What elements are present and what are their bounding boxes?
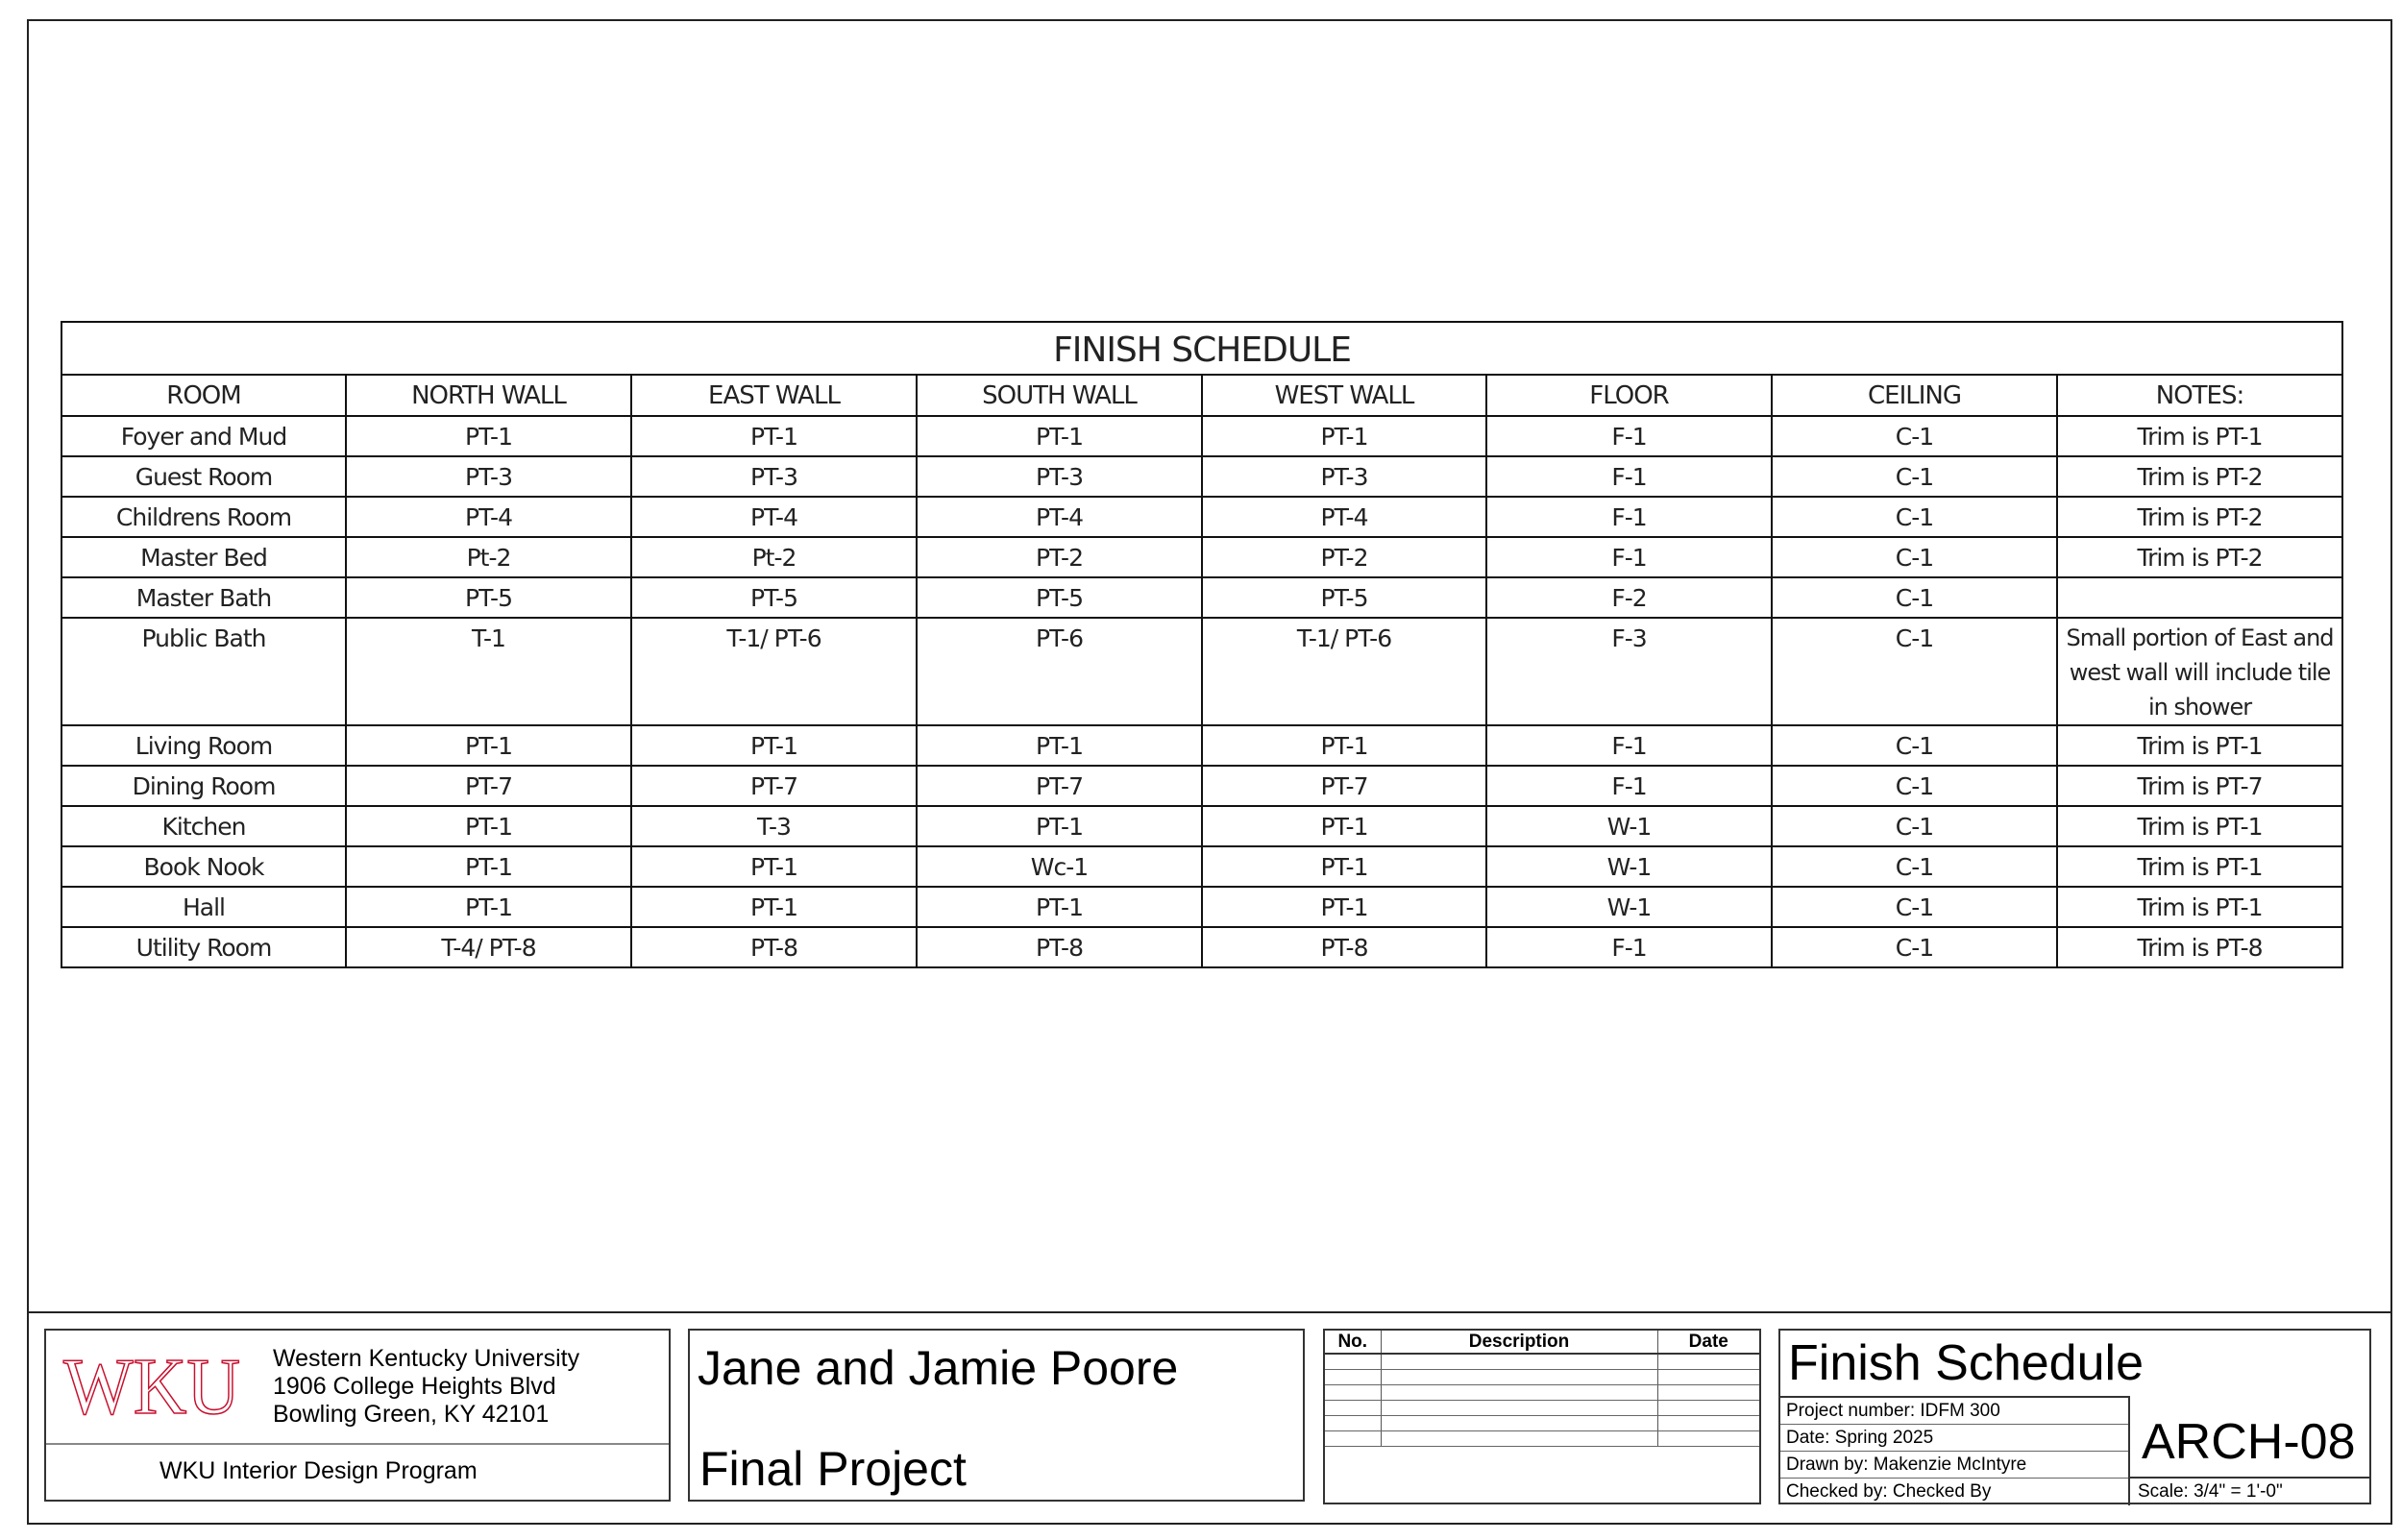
finish-cell: F-2: [1486, 577, 1772, 618]
revision-date-header: Date: [1657, 1331, 1759, 1354]
finish-cell: W-1: [1486, 846, 1772, 887]
room-cell: Book Nook: [61, 846, 346, 887]
room-cell: Public Bath: [61, 618, 346, 725]
client-block: [688, 1329, 1305, 1502]
finish-cell: C-1: [1772, 806, 2057, 846]
wku-logo-text: WKU: [63, 1352, 240, 1419]
notes-cell: Small portion of East and west wall will include tile in shower: [2057, 618, 2342, 725]
finish-cell: PT-1: [1202, 887, 1486, 927]
revision-row: [1325, 1430, 1759, 1446]
table-row: [61, 618, 2342, 725]
checked-by-row: [1780, 1479, 2128, 1505]
column-header: NORTH WALL: [346, 375, 631, 416]
finish-cell: C-1: [1772, 846, 2057, 887]
sheet-title: Finish Schedule: [1788, 1335, 2144, 1391]
finish-cell: PT-1: [1202, 806, 1486, 846]
revision-row: [1325, 1354, 1759, 1369]
notes-cell: Trim is PT-1: [2057, 887, 2342, 927]
finish-cell: F-1: [1486, 416, 1772, 456]
table-row: [61, 725, 2342, 766]
finish-cell: F-1: [1486, 537, 1772, 577]
revision-cell: [1657, 1430, 1759, 1446]
notes-cell: Trim is PT-2: [2057, 537, 2342, 577]
room-cell: Dining Room: [61, 766, 346, 806]
room-cell: Kitchen: [61, 806, 346, 846]
finish-cell: C-1: [1772, 887, 2057, 927]
finish-cell: PT-5: [1202, 577, 1486, 618]
column-header: WEST WALL: [1202, 375, 1486, 416]
finish-cell: PT-4: [1202, 497, 1486, 537]
university-address: [273, 1345, 579, 1429]
revision-cell: [1325, 1354, 1381, 1369]
table-row: [61, 497, 2342, 537]
schedule-header-row: [61, 375, 2342, 416]
finish-cell: PT-2: [1202, 537, 1486, 577]
university-city: Bowling Green, KY 42101: [273, 1401, 550, 1428]
table-row: [61, 927, 2342, 967]
finish-cell: F-1: [1486, 766, 1772, 806]
revision-row: [1325, 1384, 1759, 1400]
drawn-by: Drawn by: Makenzie McIntyre: [1780, 1452, 2128, 1479]
column-header: SOUTH WALL: [917, 375, 1202, 416]
finish-cell: F-3: [1486, 618, 1772, 725]
finish-cell: C-1: [1772, 766, 2057, 806]
table-row: [61, 416, 2342, 456]
revision-rows: [1325, 1354, 1759, 1446]
revision-row: [1325, 1369, 1759, 1384]
column-header: FLOOR: [1486, 375, 1772, 416]
finish-cell: PT-1: [917, 887, 1202, 927]
revision-description-header: Description: [1381, 1331, 1657, 1354]
table-row: [61, 887, 2342, 927]
finish-cell: PT-5: [346, 577, 631, 618]
room-cell: Utility Room: [61, 927, 346, 967]
notes-cell: Trim is PT-2: [2057, 497, 2342, 537]
finish-cell: PT-1: [346, 887, 631, 927]
column-header: NOTES:: [2057, 375, 2342, 416]
program-name: WKU Interior Design Program: [159, 1457, 478, 1484]
finish-cell: W-1: [1486, 887, 1772, 927]
finish-cell: PT-1: [346, 725, 631, 766]
finish-cell: PT-1: [917, 416, 1202, 456]
finish-cell: PT-3: [1202, 456, 1486, 497]
revision-cell: [1381, 1369, 1657, 1384]
column-header: EAST WALL: [631, 375, 917, 416]
room-cell: Master Bed: [61, 537, 346, 577]
table-row: [61, 806, 2342, 846]
revision-cell: [1325, 1415, 1381, 1430]
finish-cell: PT-3: [631, 456, 917, 497]
finish-cell: PT-1: [631, 887, 917, 927]
revision-cell: [1657, 1400, 1759, 1415]
finish-cell: PT-1: [631, 416, 917, 456]
finish-cell: C-1: [1772, 416, 2057, 456]
finish-cell: C-1: [1772, 618, 2057, 725]
university-divider: [46, 1443, 669, 1445]
sheet-info-block: [1778, 1329, 2371, 1504]
column-header: CEILING: [1772, 375, 2057, 416]
sheet-date: Date: Spring 2025: [1780, 1425, 2128, 1452]
notes-cell: Trim is PT-1: [2057, 725, 2342, 766]
finish-cell: PT-7: [1202, 766, 1486, 806]
checked-by-label: Checked by:: [1786, 1481, 1888, 1502]
scale-divider: [2130, 1477, 2371, 1479]
revision-cell: [1381, 1430, 1657, 1446]
university-street: 1906 College Heights Blvd: [273, 1373, 556, 1400]
finish-cell: C-1: [1772, 725, 2057, 766]
notes-cell: Trim is PT-7: [2057, 766, 2342, 806]
finish-cell: PT-1: [1202, 846, 1486, 887]
revision-cell: [1657, 1369, 1759, 1384]
finish-cell: PT-1: [346, 806, 631, 846]
finish-cell: PT-8: [917, 927, 1202, 967]
finish-cell: F-1: [1486, 456, 1772, 497]
revision-cell: [1381, 1354, 1657, 1369]
revision-cell: [1657, 1384, 1759, 1400]
finish-cell: C-1: [1772, 456, 2057, 497]
revision-cell: [1325, 1384, 1381, 1400]
finish-cell: C-1: [1772, 537, 2057, 577]
revision-table: [1325, 1331, 1759, 1447]
revision-cell: [1325, 1400, 1381, 1415]
revision-cell: [1657, 1415, 1759, 1430]
finish-cell: PT-5: [917, 577, 1202, 618]
finish-cell: W-1: [1486, 806, 1772, 846]
finish-cell: PT-2: [917, 537, 1202, 577]
revision-cell: [1325, 1430, 1381, 1446]
sheet-details: [1780, 1396, 2130, 1505]
finish-cell: PT-1: [346, 416, 631, 456]
schedule-title: FINISH SCHEDULE: [61, 322, 2342, 375]
revision-cell: [1381, 1415, 1657, 1430]
revision-cell: [1381, 1384, 1657, 1400]
finish-cell: T-1: [346, 618, 631, 725]
finish-cell: PT-3: [346, 456, 631, 497]
finish-cell: Pt-2: [346, 537, 631, 577]
room-cell: Childrens Room: [61, 497, 346, 537]
finish-cell: T-3: [631, 806, 917, 846]
revision-row: [1325, 1400, 1759, 1415]
table-row: [61, 456, 2342, 497]
room-cell: Guest Room: [61, 456, 346, 497]
schedule-body: [61, 416, 2342, 967]
table-row: [61, 846, 2342, 887]
finish-cell: PT-8: [1202, 927, 1486, 967]
revision-cell: [1657, 1354, 1759, 1369]
room-cell: Hall: [61, 887, 346, 927]
wku-logo: [61, 1352, 242, 1419]
finish-cell: T-4/ PT-8: [346, 927, 631, 967]
revision-cell: [1381, 1400, 1657, 1415]
finish-cell: PT-1: [631, 846, 917, 887]
finish-cell: PT-7: [346, 766, 631, 806]
finish-cell: PT-8: [631, 927, 917, 967]
revision-no-header: No.: [1325, 1331, 1381, 1354]
notes-cell: Trim is PT-2: [2057, 456, 2342, 497]
revision-row: [1325, 1415, 1759, 1430]
finish-cell: PT-1: [1202, 416, 1486, 456]
notes-cell: Trim is PT-1: [2057, 846, 2342, 887]
room-cell: Master Bath: [61, 577, 346, 618]
university-name: Western Kentucky University: [273, 1345, 580, 1372]
university-block: [44, 1329, 671, 1502]
notes-cell: Trim is PT-1: [2057, 416, 2342, 456]
finish-cell: PT-4: [917, 497, 1202, 537]
finish-cell: C-1: [1772, 577, 2057, 618]
finish-cell: PT-5: [631, 577, 917, 618]
finish-cell: F-1: [1486, 497, 1772, 537]
project-name: Final Project: [699, 1442, 967, 1496]
finish-cell: PT-1: [631, 725, 917, 766]
revision-cell: [1325, 1369, 1381, 1384]
finish-cell: PT-6: [917, 618, 1202, 725]
finish-cell: PT-7: [917, 766, 1202, 806]
finish-schedule-table: [61, 321, 2343, 968]
finish-cell: F-1: [1486, 927, 1772, 967]
revision-block: [1323, 1329, 1761, 1504]
table-row: [61, 766, 2342, 806]
finish-cell: PT-3: [917, 456, 1202, 497]
sheet-number: ARCH-08: [2142, 1414, 2356, 1470]
finish-cell: C-1: [1772, 497, 2057, 537]
finish-cell: PT-4: [631, 497, 917, 537]
notes-cell: Trim is PT-8: [2057, 927, 2342, 967]
finish-cell: Wc-1: [917, 846, 1202, 887]
finish-cell: T-1/ PT-6: [631, 618, 917, 725]
finish-cell: PT-1: [346, 846, 631, 887]
room-cell: Living Room: [61, 725, 346, 766]
checked-by-value: Checked By: [1892, 1481, 1992, 1502]
notes-cell: Trim is PT-1: [2057, 806, 2342, 846]
finish-cell: PT-7: [631, 766, 917, 806]
finish-cell: F-1: [1486, 725, 1772, 766]
room-cell: Foyer and Mud: [61, 416, 346, 456]
project-number: Project number: IDFM 300: [1780, 1398, 2128, 1425]
finish-cell: T-1/ PT-6: [1202, 618, 1486, 725]
finish-cell: PT-4: [346, 497, 631, 537]
finish-cell: PT-1: [1202, 725, 1486, 766]
sheet-scale: Scale: 3/4" = 1'-0": [2138, 1481, 2283, 1502]
table-row: [61, 537, 2342, 577]
notes-cell: [2057, 577, 2342, 618]
finish-cell: PT-1: [917, 725, 1202, 766]
finish-cell: Pt-2: [631, 537, 917, 577]
finish-cell: PT-1: [917, 806, 1202, 846]
title-block-divider: [27, 1311, 2392, 1313]
column-header: ROOM: [61, 375, 346, 416]
client-name: Jane and Jamie Poore: [698, 1341, 1179, 1395]
table-row: [61, 577, 2342, 618]
finish-cell: C-1: [1772, 927, 2057, 967]
